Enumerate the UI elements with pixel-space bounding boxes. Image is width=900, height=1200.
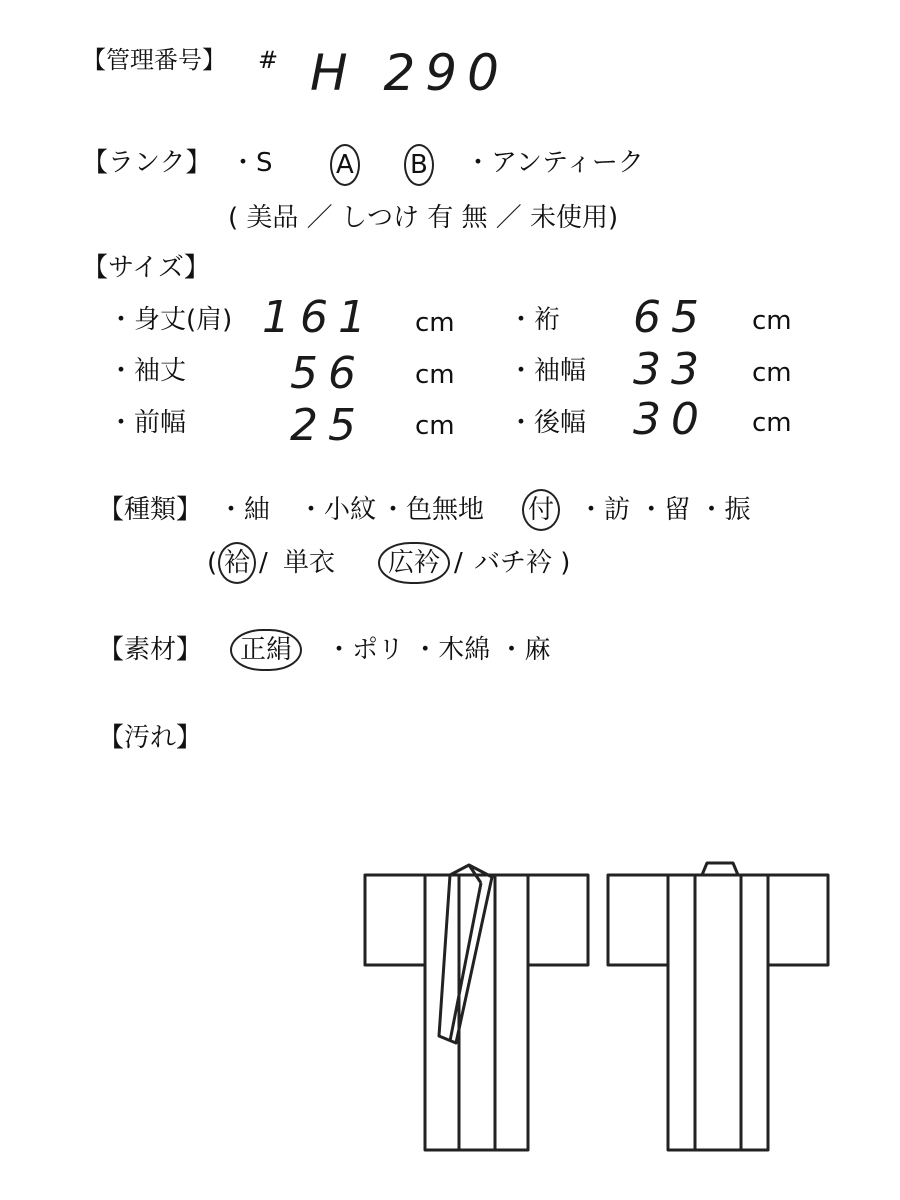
- type-tsuke-circle: 付: [528, 495, 555, 525]
- rank-condition-line: ( 美品 ／ しつけ 有 無 ／ 未使用): [228, 203, 619, 233]
- size-row3-right-value: 30: [633, 394, 709, 445]
- rank-option-antique: ・アンティーク: [465, 148, 644, 178]
- management-hash: #: [258, 46, 279, 74]
- size-row2-left-label: ・袖丈: [108, 356, 187, 386]
- type-option-tsumugi: ・紬: [218, 495, 271, 525]
- material-label: 【素材】: [98, 635, 203, 665]
- rank-a-circle: A: [336, 150, 354, 180]
- size-row3-right-unit: cm: [752, 408, 792, 438]
- size-row1-left-unit: cm: [415, 308, 455, 338]
- stains-label: 【汚れ】: [98, 723, 203, 753]
- material-silk-circle: 正絹: [240, 635, 293, 665]
- management-value: H 290: [310, 44, 509, 102]
- size-row1-right-value: 65: [633, 292, 709, 343]
- type-option-awase: [224, 550, 250, 576]
- rank-option-s: ・S: [230, 148, 273, 178]
- size-row3-left-value: 25: [290, 400, 366, 451]
- kimono-diagram: [355, 855, 835, 1155]
- type-option-hitoe: 単衣: [283, 548, 336, 578]
- kimono-back: [608, 863, 828, 1150]
- size-row3-left-label: ・前幅: [108, 408, 187, 438]
- type-option-bachieri: バチ衿 ): [474, 548, 571, 578]
- type-option-rest: ・訪 ・留 ・振: [578, 495, 751, 525]
- kimono-front: [365, 865, 588, 1150]
- material-option-rest: ・ポリ ・木綿 ・麻: [326, 635, 551, 665]
- rank-option-b: [410, 152, 428, 178]
- type-paren-open: (: [207, 548, 218, 578]
- size-row2-right-unit: cm: [752, 358, 792, 388]
- type-option-tsuke: [528, 497, 554, 523]
- type-slash-1: /: [259, 548, 268, 578]
- rank-label: 【ランク】: [82, 148, 212, 178]
- type-option-iromuji: ・色無地: [380, 495, 485, 525]
- type-option-komon: ・小紋: [298, 495, 377, 525]
- size-row2-left-value: 56: [290, 348, 366, 399]
- size-row1-right-label: ・裄: [508, 305, 561, 335]
- size-row3-left-unit: cm: [415, 411, 455, 441]
- type-label: 【種類】: [98, 495, 203, 525]
- size-row1-left-value: 161: [262, 292, 376, 343]
- rank-b-circle: B: [410, 150, 428, 180]
- size-row1-right-unit: cm: [752, 306, 792, 336]
- size-row1-left-label: ・身丈(肩): [108, 305, 233, 335]
- type-option-hiroeri: [388, 550, 440, 576]
- rank-option-a: [336, 152, 354, 178]
- type-slash-2: /: [454, 548, 463, 578]
- type-hiroeri-circle: 広衿: [388, 548, 441, 578]
- size-row2-left-unit: cm: [415, 360, 455, 390]
- size-row3-right-label: ・後幅: [508, 408, 587, 438]
- management-label: 【管理番号】: [82, 46, 226, 74]
- type-awase-circle: 袷: [224, 548, 251, 578]
- material-option-silk: [240, 637, 292, 663]
- size-row2-right-value: 33: [633, 344, 709, 395]
- size-label: 【サイズ】: [82, 253, 210, 283]
- size-row2-right-label: ・袖幅: [508, 356, 587, 386]
